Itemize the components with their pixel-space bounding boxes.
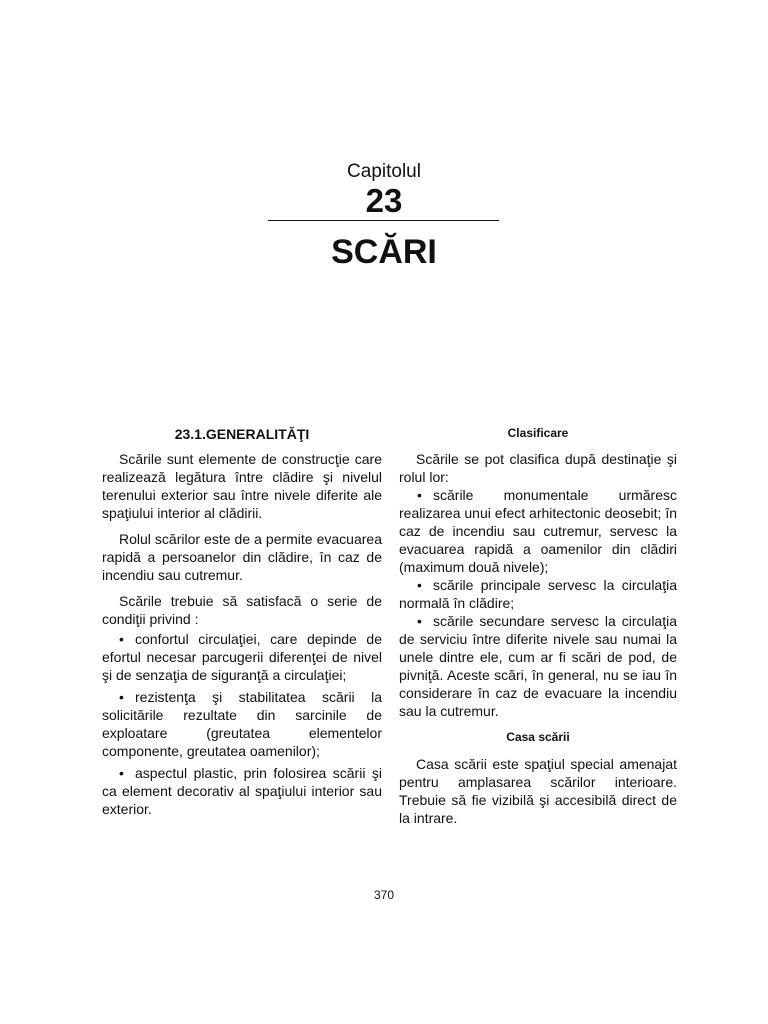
- right-column: [399, 424, 677, 835]
- chapter-label: Capitolul: [347, 161, 421, 182]
- bullet-text: aspectul plastic, prin folosirea scării şi ca element decorativ al spaţiului interior sau exterior.: [102, 765, 382, 817]
- bullet-icon: •: [417, 577, 422, 593]
- bullet-text: scările principale servesc la circulaţia normală în clădire;: [399, 577, 677, 611]
- bullet-icon: •: [119, 631, 124, 647]
- bullet-item: [399, 486, 677, 576]
- paragraph: Scările trebuie să satisfacă o serie de condiţii privind :: [102, 593, 382, 627]
- section-heading-clasificare: Clasificare: [507, 426, 569, 440]
- section-heading-generalitati: 23.1.GENERALITĂŢI: [174, 426, 310, 442]
- paragraph: Casa scării este spaţiul special amenajat pentru amplasarea scărilor interioare. Trebuie să fie vizibilă şi accesibilă direct de la intrare.: [399, 756, 677, 826]
- bullet-item: [399, 576, 677, 612]
- bullet-text: confortul circulaţiei, care depinde de efortul necesar parcugerii diferenţei de nivel şi de senzaţia de siguranţă a circulaţiei;: [102, 631, 382, 683]
- chapter-number: 23: [365, 182, 403, 219]
- paragraph: Rolul scărilor este de a permite evacuarea rapidă a persoanelor din clădire, în caz de incendiu sau cutremur.: [102, 531, 382, 583]
- bullet-item: [102, 764, 382, 818]
- paragraph: Scările sunt elemente de construcţie care realizează legătura între clădire şi nivelul terenului exterior sau între nivele diferite ale spaţiului interior al clădirii.: [102, 451, 382, 521]
- bullet-icon: •: [417, 613, 422, 629]
- left-column: [102, 424, 382, 818]
- bullet-text: rezistenţa şi stabilitatea scării la solicitările rezultate din sarcinile de exploatare (greutatea elementelor componente, greutatea oamenilor);: [102, 689, 382, 759]
- bullet-item: [399, 612, 677, 720]
- bullet-text: scările secundare servesc la circulaţia de serviciu între diferite nivele sau numai la unele dintre ele, cum ar fi scări de pod, de pivniţă. Aceste scări, în general, nu se iau în considerare în caz de evacuare la incendiu sau la cutremur.: [399, 613, 677, 719]
- section-heading-casa-scarii: Casa scării: [506, 730, 570, 744]
- bullet-item: [102, 630, 382, 684]
- bullet-icon: •: [119, 689, 124, 705]
- chapter-title: SCĂRI: [331, 233, 437, 271]
- bullet-text: scările monumentale urmăresc realizarea unui efect arhitectonic deosebit; în caz de incendiu sau cutremur, servesc la evacuarea rapidă a oamenilor din clădiri (maximum două nivele);: [399, 487, 677, 575]
- bullet-item: [102, 688, 382, 760]
- title-divider: [268, 220, 499, 221]
- bullet-icon: •: [417, 487, 422, 503]
- paragraph: Scările se pot clasifica după destinaţie şi rolul lor:: [399, 451, 677, 485]
- bullet-icon: •: [119, 765, 124, 781]
- page-number: 370: [373, 888, 395, 902]
